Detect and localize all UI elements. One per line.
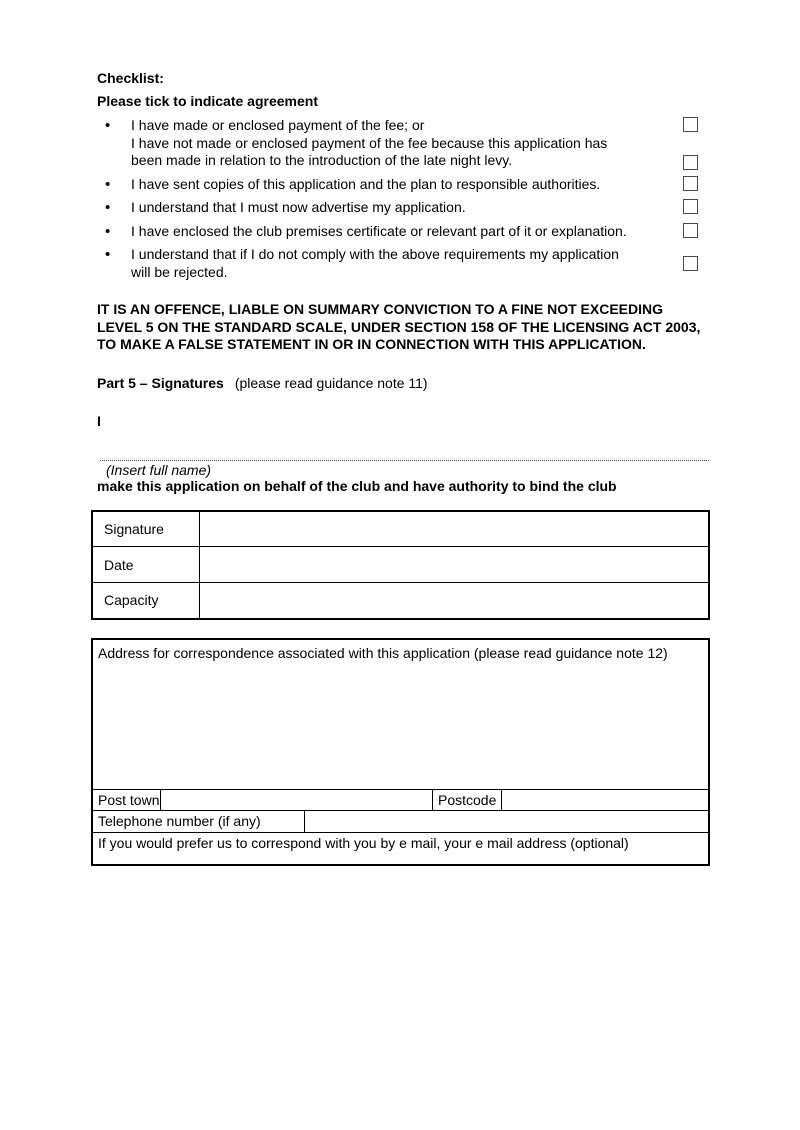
checklist-subtitle: Please tick to indicate agreement <box>97 92 318 109</box>
checklist-item-copies-sent <box>97 176 709 194</box>
table-row <box>92 511 709 547</box>
checklist-item-advertise <box>97 199 709 217</box>
part5-heading-title: Part 5 – Signatures <box>97 374 224 391</box>
telephone-input[interactable] <box>305 811 708 832</box>
post-town-input[interactable] <box>161 790 433 810</box>
telephone-row <box>93 810 708 832</box>
checklist-item-text: I understand that if I do not comply with the above requirements my application will be rejected. <box>131 246 619 280</box>
checkbox-column <box>683 246 709 281</box>
address-input[interactable] <box>93 662 708 789</box>
checkbox-column <box>683 199 709 217</box>
checkbox-column <box>683 117 709 170</box>
signature-input[interactable] <box>199 511 709 547</box>
checklist-item-text: I have enclosed the club premises certificate or relevant part of it or explanation. <box>131 222 627 239</box>
insert-full-name-note: (Insert full name) <box>106 461 212 478</box>
post-town-label: Post town <box>93 790 161 810</box>
checklist-title: Checklist: <box>97 70 164 86</box>
capacity-label: Capacity <box>92 583 199 619</box>
table-row <box>92 547 709 583</box>
telephone-label: Telephone number (if any) <box>93 811 305 832</box>
full-name-input[interactable] <box>100 444 709 461</box>
checklist-item-text: I have made or enclosed payment of the fee; or I have not made or enclosed payment of the fee because this application has been made in relation to the introduction of the late night levy. <box>131 117 608 168</box>
part5-heading-note: (please read guidance note 11) <box>234 374 428 391</box>
capacity-input[interactable] <box>199 583 709 619</box>
address-box-title: Address for correspondence associated with this application (please read guidance note 12) <box>98 644 668 661</box>
offence-warning: IT IS AN OFFENCE, LIABLE ON SUMMARY CONVICTION TO A FINE NOT EXCEEDING LEVEL 5 ON THE STANDARD SCALE, UNDER SECTION 158 OF THE LICENSING ACT 2003, TO MAKE A FALSE STATEMENT IN OR IN CONNECTION WITH THIS APPLICATION. <box>97 301 701 352</box>
bullet-icon: • <box>105 175 111 193</box>
postcode-input[interactable] <box>502 790 708 810</box>
email-row <box>93 832 708 864</box>
checkbox-copies-sent[interactable] <box>683 176 698 191</box>
checkbox-late-night-levy[interactable] <box>683 155 698 170</box>
bullet-icon: • <box>105 117 111 134</box>
table-row <box>92 583 709 619</box>
checkbox-advertise-application[interactable] <box>683 199 698 214</box>
post-town-row <box>93 789 708 810</box>
bullet-icon: • <box>105 199 111 216</box>
signature-table <box>91 510 710 620</box>
date-input[interactable] <box>199 547 709 583</box>
part5-heading <box>97 375 709 393</box>
checkbox-comply-requirements[interactable] <box>683 256 698 271</box>
checklist-item-certificate <box>97 223 709 241</box>
email-input[interactable] <box>93 852 708 864</box>
declaration-statement: make this application on behalf of the club and have authority to bind the club <box>97 477 617 494</box>
checklist-item-comply <box>97 246 709 281</box>
checklist-item-text: I have sent copies of this application and the plan to responsible authorities. <box>131 175 601 192</box>
checkbox-column <box>683 223 709 241</box>
correspondence-address-box <box>91 638 710 866</box>
bullet-icon: • <box>105 246 111 263</box>
checkbox-certificate-enclosed[interactable] <box>683 223 698 238</box>
checklist-item-text: I understand that I must now advertise my application. <box>131 199 466 215</box>
date-label: Date <box>92 547 199 583</box>
checklist-item-fee <box>97 117 709 170</box>
signature-label: Signature <box>92 511 199 547</box>
checkbox-fee-payment[interactable] <box>683 117 698 132</box>
bullet-icon: • <box>105 222 111 240</box>
declaration-pronoun: I <box>97 413 101 429</box>
postcode-label: Postcode <box>433 790 502 810</box>
checkbox-column <box>683 176 709 194</box>
email-preference-note: If you would prefer us to correspond with you by e mail, your e mail address (optional) <box>98 834 629 851</box>
